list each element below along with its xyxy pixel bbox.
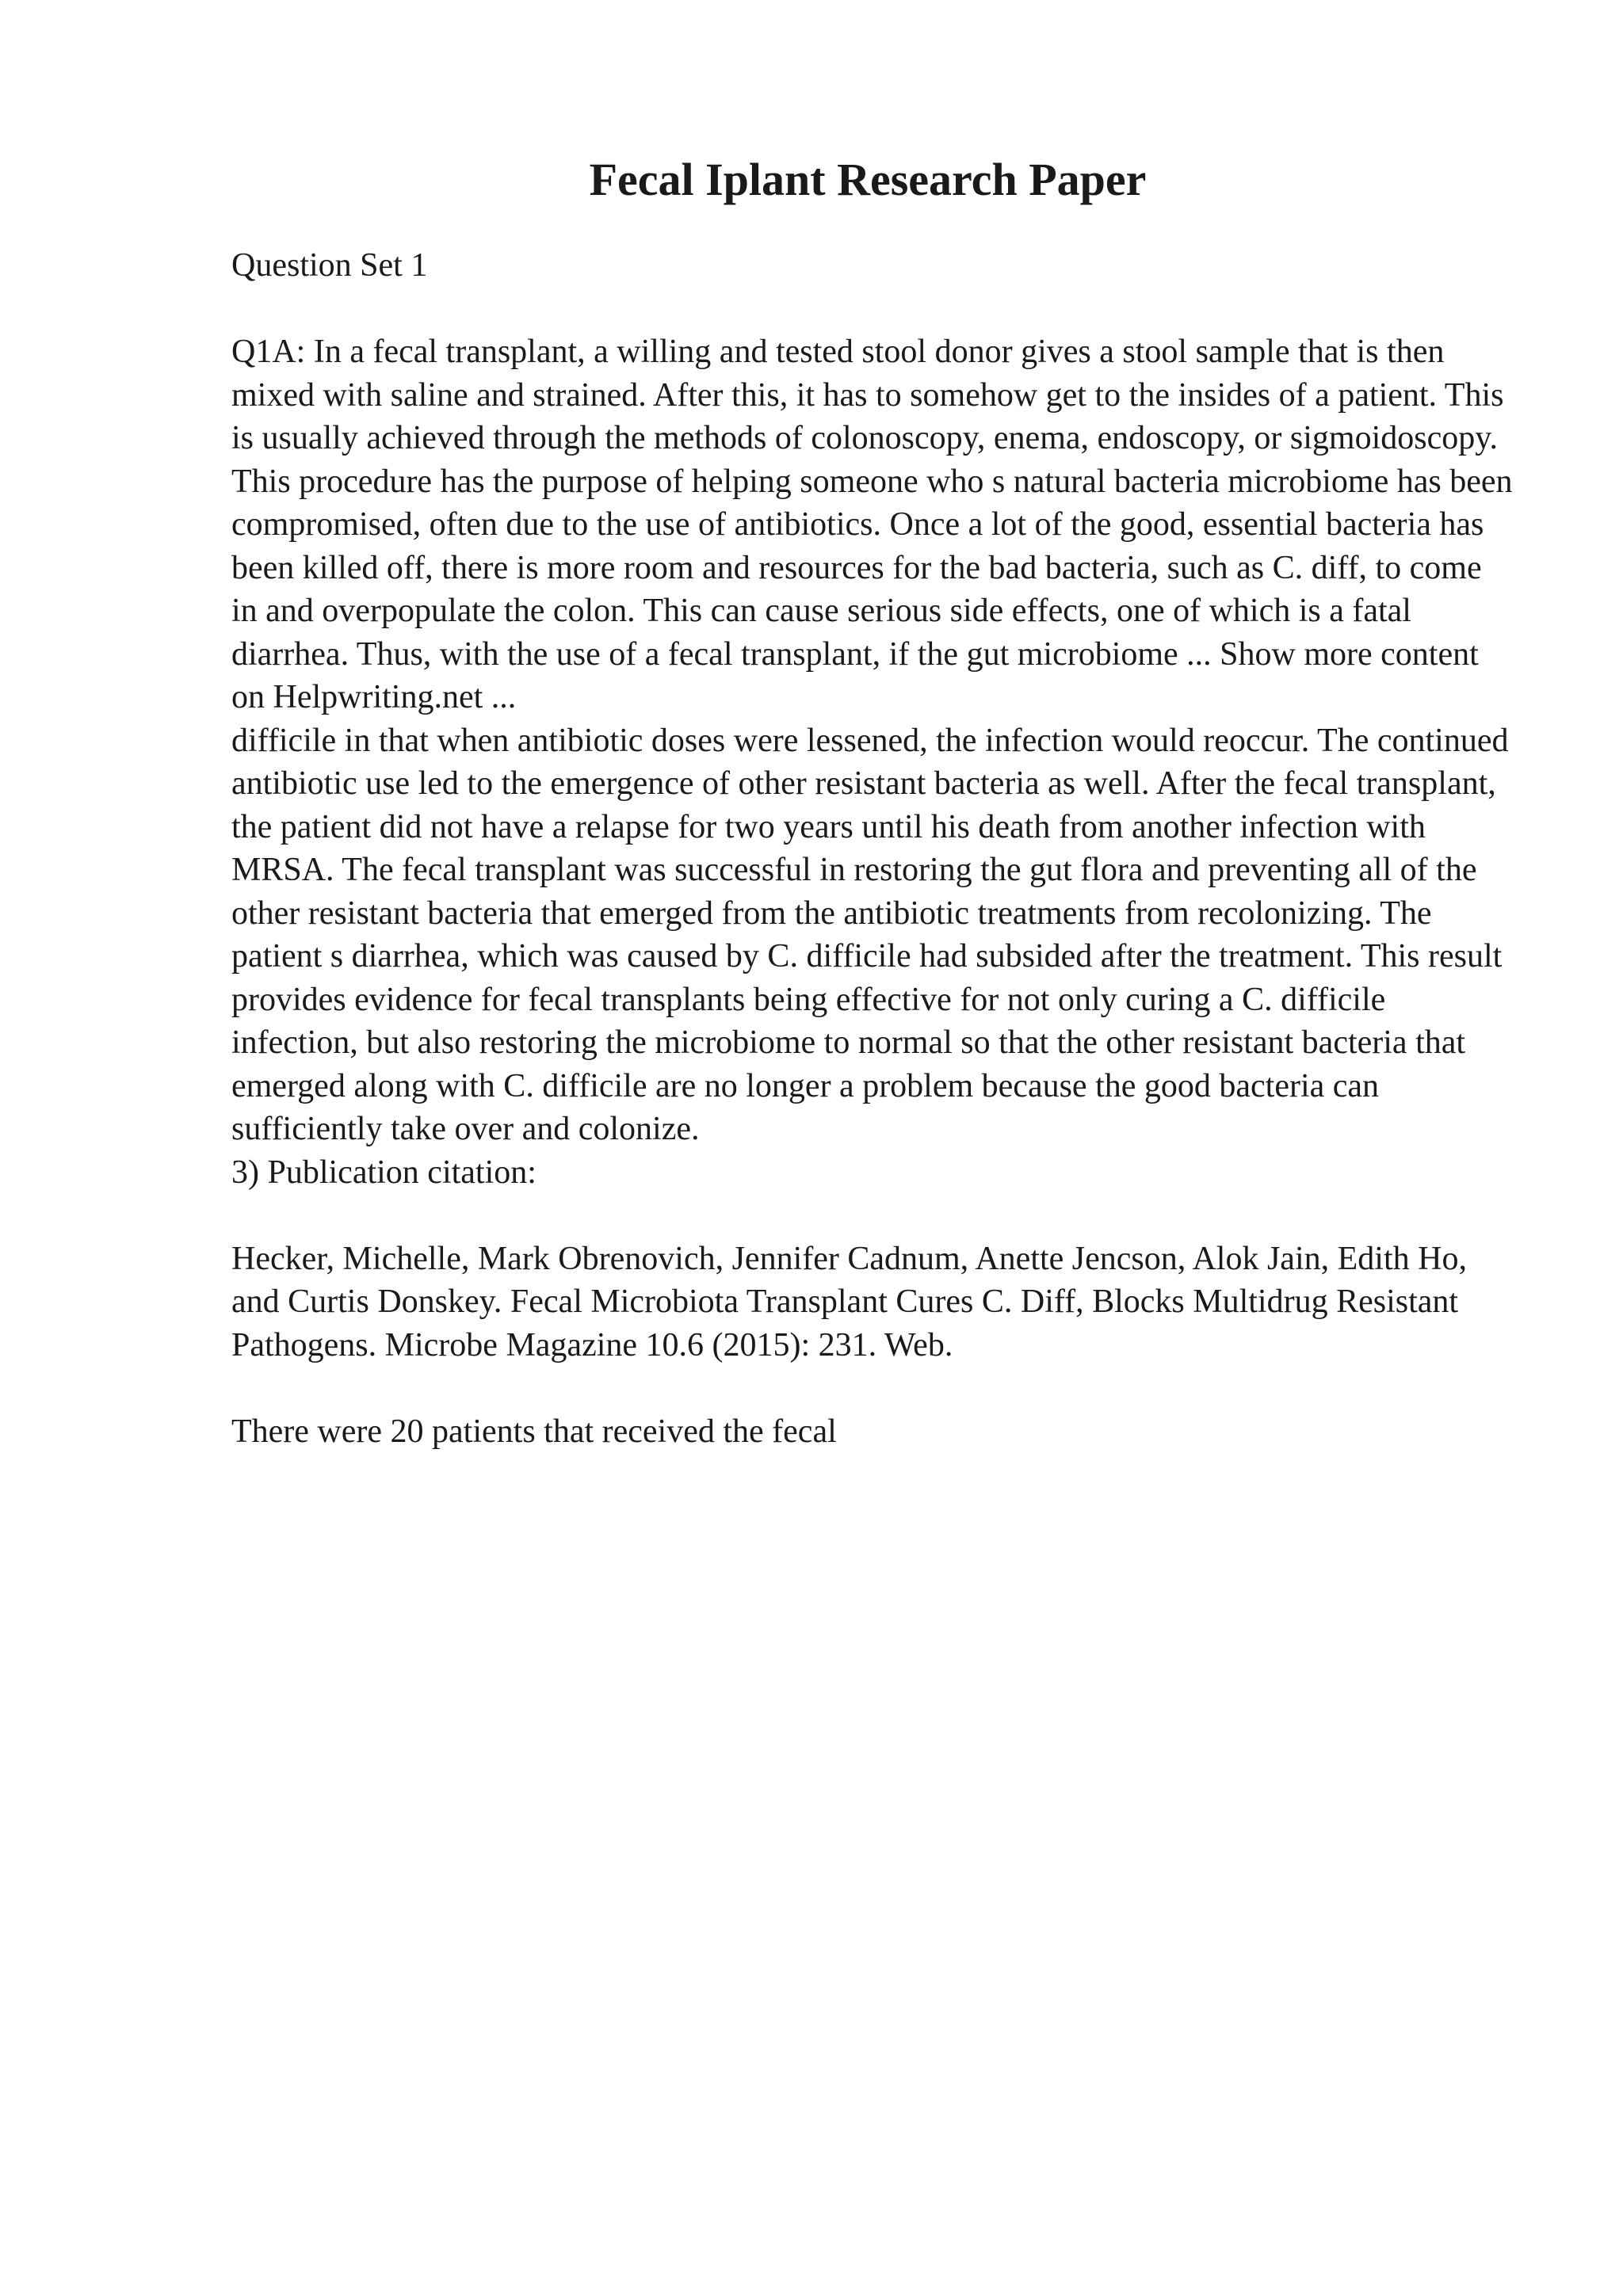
spacer bbox=[231, 1367, 1515, 1410]
paragraph-patients: There were 20 patients that received the fecal bbox=[231, 1413, 837, 1450]
document-body bbox=[231, 244, 1515, 1453]
document-title: Fecal Iplant Research Paper bbox=[589, 154, 1147, 205]
paragraph-case-result: difficile in that when antibiotic doses were lessened, the infection would reoccur. The continued antibiotic use led to the emergence of other resistant bacteria as well. After the fecal transplant, the patient did not have a relapse for two years until his death from another infection with MRSA. The fecal transplant was successful in restoring the gut flora and preventing all of the other resistant bacteria that emerged from the antibiotic treatments from recolonizing. The patient s diarrhea, which was caused by C. difficile had subsided after the treatment. This result provides evidence for fecal transplants being effective for not only curing a C. difficile infection, but also restoring the microbiome to normal so that the other resistant bacteria that emerged along with C. difficile are no longer a problem because the good bacteria can sufficiently take over and colonize. bbox=[231, 722, 1509, 1147]
spacer bbox=[231, 288, 1515, 331]
citation-heading: 3) Publication citation: bbox=[231, 1154, 537, 1191]
section-heading: Question Set 1 bbox=[231, 247, 428, 284]
spacer bbox=[231, 1194, 1515, 1238]
paragraph-q1a: Q1A: In a fecal transplant, a willing and tested stool donor gives a stool sample that is then mixed with saline and strained. After this, it has to somehow get to the insides of a patient. This is usually achieved through the methods of colonoscopy, enema, endoscopy, or sigmoidoscopy. This procedure has the purpose of helping someone who s natural bacteria microbiome has been compromised, often due to the use of antibiotics. Once a lot of the good, essential bacteria has been killed off, there is more room and resources for the bad bacteria, such as C. diff, to come in and overpopulate the colon. This can cause serious side effects, one of which is a fatal diarrhea. Thus, with the use of a fecal transplant, if the gut microbiome ... Show more content on Helpwriting.net ... bbox=[231, 334, 1513, 715]
citation-text: Hecker, Michelle, Mark Obrenovich, Jennifer Cadnum, Anette Jencson, Alok Jain, Edith Ho, and Curtis Donskey. Fecal Microbiota Transplant Cures C. Diff, Blocks Multidrug Resistant Pathogens. Microbe Magazine 10.6 (2015): 231. Web. bbox=[231, 1240, 1467, 1363]
